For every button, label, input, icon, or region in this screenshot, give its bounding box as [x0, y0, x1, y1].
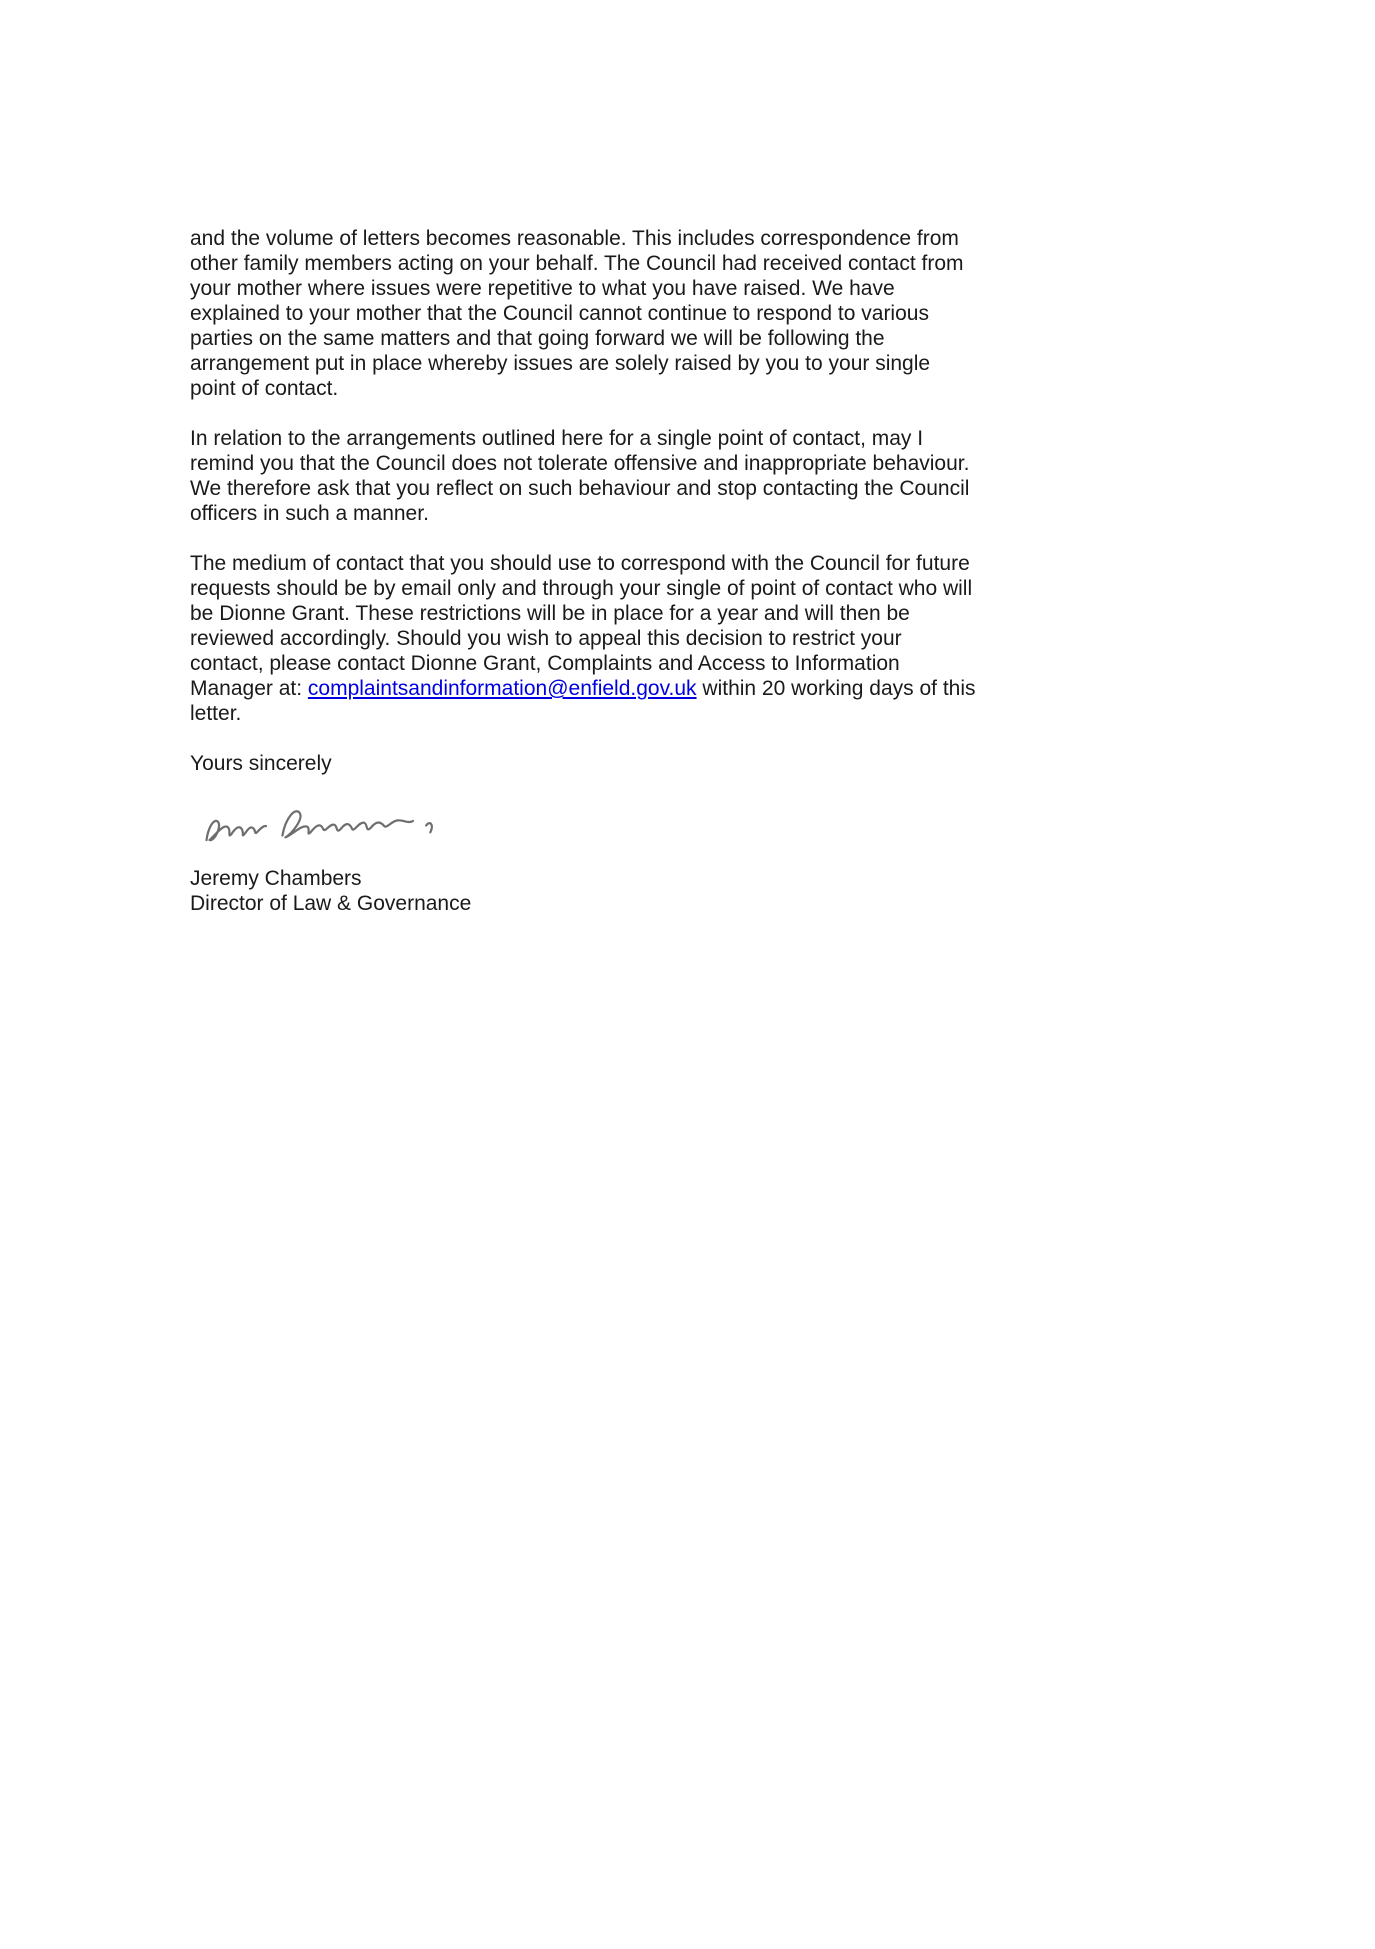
- signature-image: [200, 794, 980, 856]
- signer-name: Jeremy Chambers: [190, 867, 362, 890]
- signature-block: [190, 866, 980, 916]
- paragraph-text-after-link: within 20 working days of this letter.: [190, 677, 976, 725]
- email-link[interactable]: complaintsandinformation@enfield.gov.uk: [307, 677, 697, 700]
- signer-title: Director of Law & Governance: [190, 892, 472, 915]
- paragraph-medium-of-contact: [190, 551, 980, 726]
- letter-body: [190, 226, 980, 916]
- signature-scribble: [200, 794, 450, 854]
- paragraph-single-point-of-contact: In relation to the arrangements outlined here for a single point of contact, may I remind you that the Council does not tolerate offensive and inappropriate behaviour. We therefore ask that you reflect on such behaviour and stop contacting the Council officers in such a manner.: [190, 427, 970, 525]
- paragraph-text-before-link: The medium of contact that you should use to correspond with the Council for future requests should be by email only and through your single of point of contact who will be Dionne Grant. These restrictions will be in place for a year and will then be reviewed accordingly. Should you wish to appeal this decision to restrict your contact, please contact Dionne Grant, Complaints and Access to Information Manager at:: [190, 552, 973, 700]
- paragraph-volume-of-letters: and the volume of letters becomes reasonable. This includes correspondence from other family members acting on your behalf. The Council had received contact from your mother where issues were repetitive to what you have raised. We have explained to your mother that the Council cannot continue to respond to various parties on the same matters and that going forward we will be following the arrangement put in place whereby issues are solely raised by you to your single point of contact.: [190, 227, 964, 400]
- closing-salutation: Yours sincerely: [190, 752, 332, 775]
